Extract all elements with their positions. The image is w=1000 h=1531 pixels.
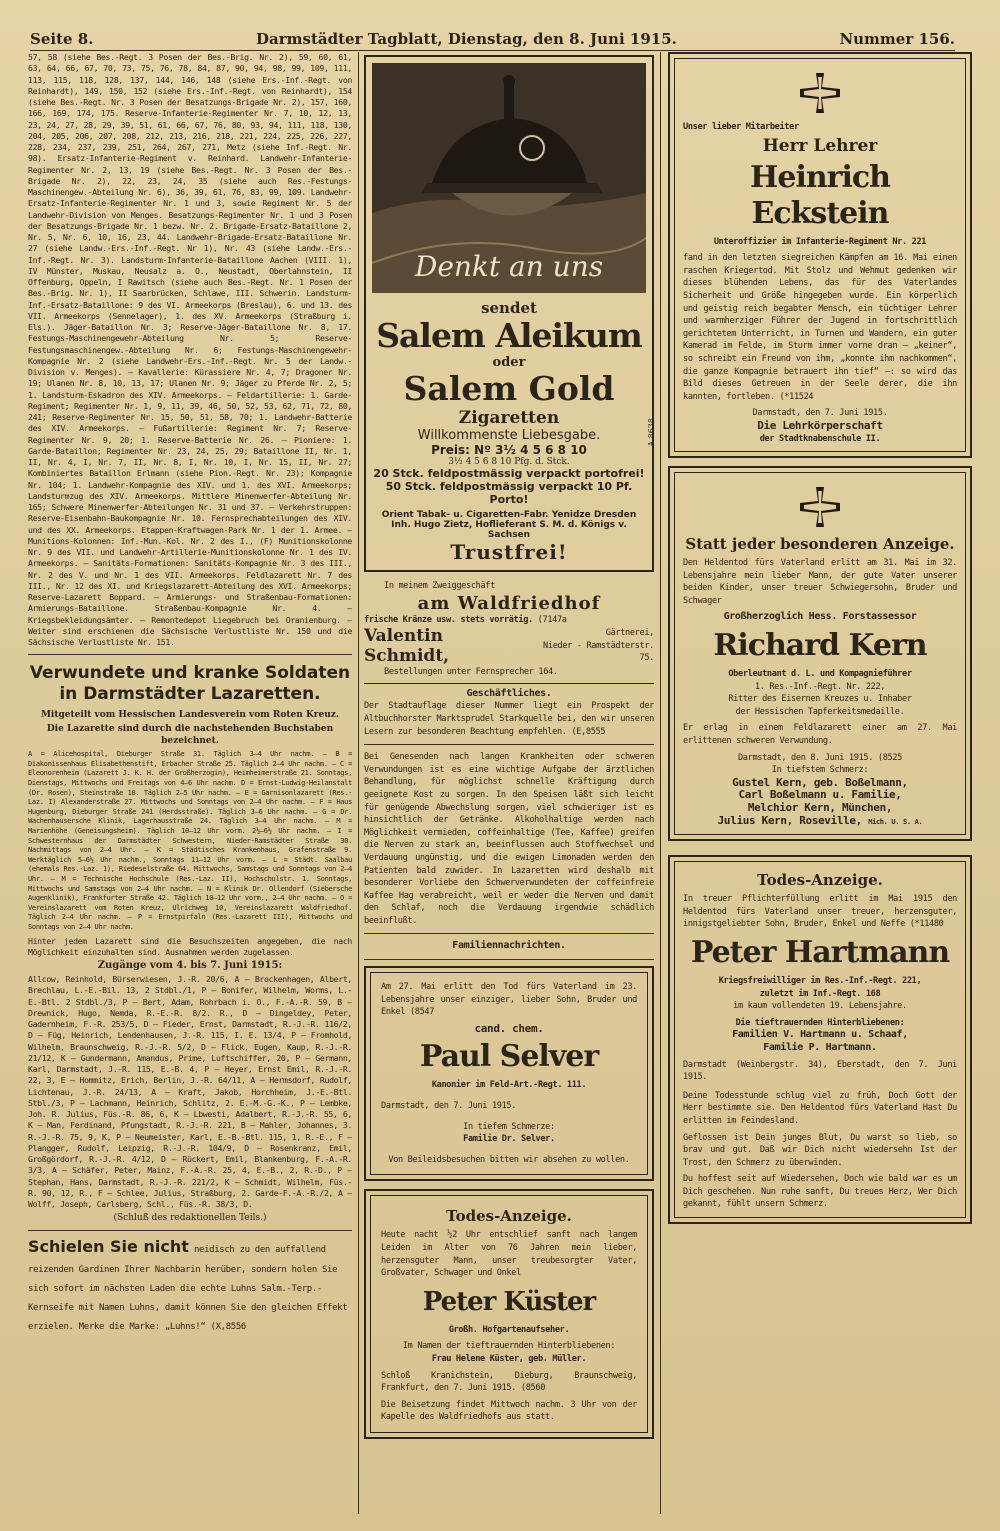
kuester-name: Peter Küster xyxy=(422,1286,596,1317)
eckstein-sig1: Die Lehrkörperschaft xyxy=(757,418,883,432)
ad-50-stck: 50 Stck. feldpostmässig verpackt 10 Pf. Porto! xyxy=(385,480,633,506)
lazarett-subheading: Mitgeteilt vom Hessischen Landesverein vom Roten Kreuz. xyxy=(40,710,340,721)
brand-salem-gold: Salem Gold xyxy=(403,369,615,408)
hartmann-ref: (*11480 xyxy=(909,919,944,930)
ad-addr: Nieder - Ramstädterstr. 75. xyxy=(543,640,654,664)
luhns-ad xyxy=(28,1237,352,1333)
ad-firm: Orient Tabak- u. Cigaretten-Fabr. Yenidze Dresden xyxy=(381,510,637,520)
ad-price: Preis: Nº 3½ 4 5 6 8 10 xyxy=(431,443,587,457)
editorial-end-note: (Schluß des redaktionellen Teils.) xyxy=(113,1213,267,1224)
ad-kraenze-ref: (7147a xyxy=(537,614,567,625)
kern-place-text: Darmstadt, den 8. Juni 1915. xyxy=(737,752,874,763)
hartmann-text xyxy=(683,893,957,931)
arrivals-list: Allcow, Reinhold, Bürserwiesen, J.-R. 20/6, A — Brockenhagen, Albert, Brechlau, L.-E.-Bil. 13, 2 Stdbl./1, P — Bonifer, Wilhelm, Worms, L.-E.-Btl. 2 Stdbl./3, P — Bert, Adam, Rohrbach i. O., F.-A.-R. 59, B — Drewnick, Hugo, Nemda, R.-E.-R. 8/2. R., D — Dingeldey, Peter, Gadernheim, F.-R. 253/5, D — Fieder, Ernst, Darmstadt, R.-J.-R. 116/2, D — Füg, Heinrich, Lendenhausen, J.-R. 115, I. E. 13/4, P — Fromhold, Wilhelm, Braunschweig, R.-J.-R. 5/2, D — Flick, Eugen, Kaup, R.-J.-R. 21/12, K — Gundermann, Amandus, Prime, Luftschiffer, 20, P — Germann, Karl, Darmstadt, J.-R. 115, E.-B. 4, P — Heyer, Ernst Emil, R.-J.-R. 22, 3, E — Hommitz, Erich, Berlin, J.-R. 64/11, A — Hermsdorf, Rudolf, Lichtenau, J.-R. 24/13, A — Kraft, Jakob, Horchheim, J.-E.-Btl. Stbl./3, P — Lachmann, Heinrich, Schlitz, 2. E.-M.-G.-K., P — Lembke, Joh. R. Julius, Füs.-R. 86, 6, K — Lbwesti, Adalbert, R.-J.-R. 55, 6, K — Man, Ferdinand, Pfungstadt, R.-J.-R. 221, B — Mahler, Johannes, 3. R.-J.-R. 75, 9, K, P — Neumeister, Karl, E.-B.-Btl. 115, 1, R.-E., F — Plangger, Rudolf, Leipzig, R.-J.-R. 104/9, D — Rosenkranz, Emil, Großgördorf, R.-J.-R. 4/12, D — Rückert, Emil, Blankenburg, F.-A.-R. 3/3, A — Schäfer, Peter, Mainz, F.-A.-R. 25, 4, E.-B., 2, R.-D., P — Stephan, Hans, Darmstadt, R.-J.-R. 221/2, K — Schmidt, Wilhelm, Füs.-R. 90, 12, R., F — Schlee, Julius, Straßburg, 2. Garde-F.-A.-R./2, A — Wolff, Joseph, Carlsberg, Schl., Füs.-R. 38/3, D. xyxy=(28,974,352,1210)
kern-rank1: Oberleutnant d. L. und Kompagnieführer xyxy=(728,669,912,680)
death-notice-hartmann-inner xyxy=(674,861,966,1218)
masthead-date: Darmstädter Tagblatt, Dienstag, den 8. Juni 1915. xyxy=(256,30,677,48)
kuester-ref: (8560 xyxy=(520,1383,546,1394)
hartmann-rank1: Kriegsfreiwilliger im Res.-Inf.-Regt. 221, xyxy=(718,975,922,986)
kern-title: Großherzoglich Hess. Forstassessor xyxy=(723,611,917,623)
eckstein-ref: (*11524 xyxy=(779,391,814,402)
right-column xyxy=(668,52,972,1512)
lazarett-legend: A = Alicehospital, Dieburger Straße 31. Täglich 3—4 Uhr nachm. — B = Diakonissenhaus Elisabethenstift, Erbacher Straße 25. Täglich 2—4 Uhr nachm. — C = Eleonorenheim (Lazarett J. K. H. der Großherzogin), Heimheimerstraße 21. Sonntags, Dienstags, Mittwochs und Freitags von 4—6 Uhr nachm. D = Ernst-Ludwig-Heilanstalt (Dr. Rosen), Steinstraße 18. Täglich 2—5 Uhr nachm. — E = Garnisonlazarett (Res.-Laz. I) Alexanderstraße 27. Mittwochs und Sonntags von 2—4 Uhr nachm. — F = Haus Hugenburg, Dieburger Straße 241 (Herdsstraße). Täglich 3—6 Uhr nachm. — G = Dr. Wachenhausersche Klinik, Lagerhausstraße 24. Täglich 3—4 Uhr nachm. — M = Marienhöhe (Geneisungsheim). Täglich 10—12 Uhr vorm. 2½—6½ Uhr nachm. — I = Schwesternhaus der Darmstädter Schwestern, Nieder-Ramstädter Straße 30. Nachmittags von 2—4 Uhr. — K = Städtisches Krankenhaus, Grafenstraße 9. Werktäglich 5—6½ Uhr nachm., Sonntags 11—12 Uhr vorm. — L = Städt. Saalbau (ehemals Res.-Laz. 1), Riedeselstraße 64. Mittwochs, Samstags und Sonntags von 2—4 Uhr. — M = Technische Hochschule (Res.-Laz. II), Hochschulstr. 1. Sonntags, Mittwochs und Samstags von 2—4 Uhr nachm. — N = Klinik Dr. Ollendorf (Siebersche Augenklinik), Frankfurter Straße 42. Täglich 10—12 Uhr vorm., 2—4 Uhr nachm. — O = Vereinslazarett vom Roten Kreuz, Ulrichweg 10, Vereinslazarett Waldfriedhof. Täglich 2—4 Uhr nachm. — P = Ernstpirfaln (Res.-Lazarett III), Mittwochs und Sonntags von 2—4 Uhr nachm. xyxy=(28,750,352,931)
eckstein-rank: Unteroffizier im Infanterie-Regiment Nr. 221 xyxy=(713,236,927,247)
iron-cross-icon xyxy=(798,71,842,115)
luhns-ad-heading: Schielen Sie nicht xyxy=(28,1237,189,1257)
ad-waldfriedhof-kraenze xyxy=(364,614,654,627)
kern-died: Er erlag in einem Feldlazarett einer am 27. Mai erlittenen schweren Verwundung. xyxy=(683,723,957,747)
hartmann-fam1: Familien V. Hartmann u. Schaaf, xyxy=(732,1029,908,1041)
death-notice-hartmann xyxy=(668,855,972,1224)
ad-oder: oder xyxy=(492,355,526,370)
divider xyxy=(364,933,654,934)
selver-name: Paul Selver xyxy=(419,1039,599,1075)
kern-head: Statt jeder besonderen Anzeige. xyxy=(685,535,955,554)
kuester-place-text: Schloß Kranichstein, Dieburg, Braunschweig, Frankfurt, den 7. Juni 1915. xyxy=(381,1370,637,1394)
hartmann-poem3: Du hoffest seit auf Wiedersehen, Doch wie bald war es um Dich geschehen. Nun ruhe sanft, Du treues Herz, Wer Dich gekannt, fühlt unsern Schmerz. xyxy=(683,1174,957,1210)
eckstein-name: Heinrich Eckstein xyxy=(750,159,890,231)
eckstein-place: Darmstadt, den 7. Juni 1915. xyxy=(752,408,888,419)
divider xyxy=(364,744,654,745)
kuester-place xyxy=(381,1370,637,1395)
kern-n1: Gustel Kern, geb. Boßelmann, xyxy=(732,775,908,789)
hartmann-name: Peter Hartmann xyxy=(690,934,950,970)
salem-cigarette-ad xyxy=(364,55,654,572)
luhns-ad-text: neidisch zu den auffallend reizenden Gardinen Ihrer Nachbarin herüber, sondern holen Sie sich sofort im nächsten Laden die echte Luhns Salm.-Terp.-Kernseife mit Namen Luhns, damit können Sie den gleichen Effekt erzielen. Merke die Marke: „Luhns!“ xyxy=(28,1245,348,1333)
kern-rank4: der Hessischen Tapferkeitsmedaille. xyxy=(735,706,905,717)
death-notice-selver-inner xyxy=(370,972,648,1175)
geschaeftliches-p2: Bei Genesenden nach langen Krankheiten oder schweren Verwundungen ist es eine wichtige Aufgabe der ärztlichen Behandlung, für möglichst schnelle Kräftigung durch geeignete Kost zu sorgen. In den Speisen läßt sich leicht für genügende Abwechslung sorgen, viel schwieriger ist es hinsichtlich der Getränke. Alkoholhaltige werden nach Möglichkeit vermieden, coffeinhaltige (Tee, Kaffee) greifen die Nerven zu stark an, beeinflussen auch Stoffwechsel und Verdauung ungünstig, und die ewigen Limonaden werden den Patienten bald zuwider. In Lazaretten wird deshalb mit besonderer Vorliebe den Schwerverwundeten der coffeinfreie Kaffee Hag verabreicht, weil er weder die Nerven und damit den Schlaf, noch die Verdauung irgendwie schädlich beeinflußt. xyxy=(364,752,654,926)
eckstein-intro: Unser lieber Mitarbeiter xyxy=(683,122,799,132)
ad-waldfriedhof-intro: In meinem Zweiggeschäft xyxy=(384,581,495,591)
selver-ref: (8547 xyxy=(409,1007,435,1018)
hartmann-place: Darmstadt (Weinbergstr. 34), Eberstadt, den 7. Juni 1915. xyxy=(683,1059,957,1083)
kuester-head: Todes-Anzeige. xyxy=(446,1207,572,1226)
ad-sendet: sendet xyxy=(481,299,537,317)
lazarett-subheading-2: Die Lazarette sind durch die nachstehenden Buchstaben bezeichnet. xyxy=(46,724,334,747)
kuester-mourn: Im Namen der tieftrauernden Hinterbliebenen: xyxy=(402,1341,616,1352)
hartmann-poem2: Geflossen ist Dein junges Blut, Du warst so lieb, so brav und gut. Daß wir Dich nicht wiedersehn Ist der Trost, den Schmerz zu überwinden. xyxy=(683,1132,957,1168)
geschaeftliches-p1-text: Der Stadtauflage dieser Nummer liegt ein Prospekt der Altbuchhorster Marktsprudel Starkquelle bei, den wir unseren Lesern zur besonderen Beachtung empfehlen. xyxy=(364,701,654,737)
ad-willkommen: Willkommenste Liebesgabe. xyxy=(417,428,601,443)
ad-shop-address xyxy=(528,627,654,665)
column-divider xyxy=(660,52,661,1514)
ad-trustfrei: Trustfrei! xyxy=(450,540,568,564)
selver-text xyxy=(381,981,637,1019)
poster-slogan: Denkt an uns xyxy=(414,250,604,283)
selver-rank: Kanonier im Feld-Art.-Regt. 111. xyxy=(431,1080,587,1091)
page-header xyxy=(30,28,955,51)
kern-rank2: 1. Res.-Inf.-Regt. Nr. 222, xyxy=(754,681,886,692)
visiting-note: Hinter jedem Lazarett sind die Besuchszeiten angegeben, die nach Möglichkeit einzuhalten sind. Ausnahmen werden zugelassen. xyxy=(28,935,352,957)
kern-mourn: In tiefstem Schmerz: xyxy=(771,765,869,776)
kern-n2: Carl Boßelmann u. Familie, xyxy=(738,788,902,802)
ad-price-per-piece: 3½ 4 5 6 8 10 Pfg. d. Stck. xyxy=(448,457,570,467)
kuester-burial: Die Beisetzung findet Mittwoch nachm. 3 Uhr von der Kapelle des Waldfriedhofs aus statt. xyxy=(381,1399,637,1423)
divider xyxy=(28,1230,352,1231)
eckstein-sig2: der Stadtknabenschule II. xyxy=(759,433,881,444)
casualty-list-text: 57, 58 (siehe Bes.-Regt. 3 Posen der Bes.-Brig. Nr. 2), 59, 60, 61, 63, 64, 66, 67, 70, 73, 75, 76, 78, 84, 87, 90, 94, 98, 99, 109, 111, 113, 115, 118, 128, 137, 144, 146, 148 (siehe Ers.-Inf.-Regt. von Reinhardt), 149, 150, 152 (siehe Ers.-Inf.-Regt. von Reinhardt), 154 (siehe Bes.-Regt. Nr. 3 Posen der Besatzungs-Brigade Nr. 2), 157, 160, 166, 169, 174, 175. Reserve-Infanterie-Regimenter Nr. 7, 10, 12, 13, 23, 24, 27, 28, 29, 39, 51, 61, 66, 67, 76, 80, 93, 94, 111, 118, 130, 204, 205, 206, 207, 208, 212, 213, 216, 218, 221, 224, 225, 226, 227, 228, 234, 237, 239, 251, 264, 267, 271, Metz (siehe Inf.-Regt. Nr. 98). Ersatz-Infanterie-Regiment v. Reinhard. Landwehr-Infanterie-Regimenter Nr. 2, 13, 19 (siehe Bes.-Regt. Nr. 3 Posen der Bes.-Brigade Nr. 2), 22, 23, 24, 35 (siehe auch Res.-Festungs-Maschinengew.-Abteilung Nr. 6), 36, 39, 61, 76, 83, 99, 109. Landwehr-Ersatz-Infanterie-Regimenter Nr. 1 und 3, sowie Regiment Nr. 5 der Landwehr-Division von Menges. Besatzungs-Regimenter Nr. 1 und 3 Posen der Besatzungs-Brigade Nr. 1 bezw. Nr. 2. Brigade-Ersatz-Bataillone 2, Nr. 5, Nr. 6, 10, 16, 23, 44. Landwehr-Brigade-Ersatz-Bataillone Nr. 27 (siehe Landw.-Ers.-Inf.-Regt. Nr 1), Nr. 43 (siehe Landw.-Ers.-Inf.-Regt. Nr. 3). Landsturm-Infanterie-Bataillone Aachen (VIII. 1), IV Münster, Muskau, Neusalz a. O., Neustadt, Oberlahnstein, II Offenburg, Oppeln, I Rawitsch (siehe auch Bes.-Regt. Nr. 1 Posen der Bes.-Brig. Nr. 1), II Saarbrücken, Schlawe, III. Schwerin. Landsturm-Inf.-Ersatz-Bataillone: 9 des VI. Armeekorps (Breslau), 6. und 13. des VII. Armeekorps (Sennelager), 1. des XV. Armeekorps (Straßburg i. Els.). Jäger-Bataillon Nr. 3; Reserve-Jäger-Bataillone Nr. 8, 17. Festungs-Maschinengewehr-Abteilung Nr. 5; Reserve-Festungsmaschinengew.-Abteilung Nr. 6; Festungs-Maschinengewehr-Kompagnie Nr. 2 (siehe Landwehr-Ers.-Inf.-Regt. Nr. 5 der Landw.-Division v. Menges). — Kavallerie: Kürassiere Nr. 4, 7; Dragoner Nr. 19; Ulanen Nr. 8, 10, 13, 17; Ulanen Nr. 9; Jäger zu Pferde Nr. 2, 5; 1. Landsturm-Eskadron des XIV. Armeekorps. — Feldartillerie: 1. Garde-Regiment; Regimenter Nr. 1, 9, 11, 39, 46, 50, 52, 53, 62, 71, 72, 80, 241; Reserve-Regimenter Nr. 15, 50, 51, 58, 70; 1. Landwehr-Batterie des XIV. Armeekorps. — Fußartillerie: Regiment Nr. 7; Reserve-Regimenter Nr. 9, 20; 1. Reserve-Batterie Nr. 26. — Pioniere: 1. Garde-Bataillon; Regimenter Nr. 23, 24, 25, 29; Bataillone II, Nr. 1, II, Nr. 4, I, Nr. 7, II, Nr. 8, I, Nr. 10, I, Nr. 15, II, Nr. 27; Kombiniertes Bataillon Erlmann (siehe Pion.-Regt. Nr. 23); Kompagnie Nr. 104; 1. Landwehr-Kompagnie des XIV. und 1. des XVI. Armeekorps; Landsturmzug des XIV. Armeekorps. Mittlere Minenwerfer-Abteilung Nr. 165; Schwere Minenwerfer-Abteilungen Nr. 31 und 37. — Verkehrstruppen: Reserve-Eisenbahn-Baukompagnie Nr. 10. Fernsprechabteilungen des XIV. und des XX. Armeekorps. Etappen-Kraftwagen-Park Nr. 1 der 1. Armee. — Munitions-Kolonnen: Inf.-Mun.-Kol. Nr. 2 des I., (F) Munitionskolonne Nr. 9 des VII. und Landwehr-Artillerie-Munitionskolonne Nr. 1 des IV. Armeekorps. — Sanitäts-Formationen: Sanitäts-Kompagnie Nr. 3 des III., Nr. 2 des V. und Nr. 1 des VII. Armeekorps. Feldlazarett Nr. 7 des III., Nr. 12 des XI. und Kriegslazarett-Abteilung des XVI. Armeekorps; Reserve-Lazarett Boppard. — Armierungs- und Straßenbau-Formationen: Armierungs-Bataillone. Straßenbau-Kompagnie Nr. 4. — Kriegsbekleidungsämter. — Remontedepot Liegebruch bei Oranienburg. — Weiter sind erschienen die Sächsische Verlustliste Nr. 150 und die Sächsische Verlustliste Nr. 151. xyxy=(28,52,352,647)
middle-column xyxy=(364,52,654,1512)
ad-phone: Bestellungen unter Fernsprecher 164. xyxy=(384,667,558,678)
ad-shop: Gärtnerei, xyxy=(605,628,654,639)
kuester-widow: Frau Helene Küster, geb. Müller. xyxy=(431,1353,587,1364)
soldier-helmet-illustration xyxy=(372,63,646,293)
ad-waldfriedhof-title: am Waldfriedhof xyxy=(417,592,601,614)
kern-text: Den Heldentod fürs Vaterland erlitt am 31. Mai im 32. Lebensjahre mein lieber Mann, der gute Vater unserer beiden Kinder, unser treuer Schwiegersohn, Bruder und Schwager xyxy=(683,558,957,606)
hartmann-rank2: zuletzt im Inf.-Regt. 168 xyxy=(759,988,881,999)
ad-owner: Inh. Hugo Zietz, Hoflieferant S. M. d. Königs v. Sachsen xyxy=(391,520,627,540)
arrivals-heading: Zugänge vom 4. bis 7. Juni 1915: xyxy=(97,960,283,972)
death-notice-eckstein-inner xyxy=(674,58,966,452)
kern-n4b: Mich. U. S. A. xyxy=(868,817,923,826)
left-column xyxy=(28,52,352,1512)
geschaeftliches-section xyxy=(364,688,654,928)
eckstein-title: Herr Lehrer xyxy=(762,135,878,156)
hartmann-poem1: Deine Todesstunde schlug viel zu früh, Doch Gott der Herr bestimmte sie. Den Heldentod fürs Vaterland Hast Du erlitten im Feindesland. xyxy=(683,1090,957,1126)
luhns-ad-ref: (X,8556 xyxy=(210,1322,246,1333)
death-notice-kern-inner xyxy=(674,472,966,835)
kuester-title: Großh. Hofgartenaufseher. xyxy=(448,1324,570,1335)
death-notice-eckstein xyxy=(668,52,972,458)
waldfriedhof-ad xyxy=(364,580,654,684)
ad-kraenze-text: frische Kränze usw. stets vorrätig. xyxy=(364,614,533,625)
hartmann-head: Todes-Anzeige. xyxy=(757,871,883,890)
lazarett-heading: Verwundete und kranke Soldaten in Darmstädter Lazaretten. xyxy=(29,663,351,705)
ad-side-reference: A.8638 xyxy=(647,418,656,447)
kern-rank3: Ritter des Eisernen Kreuzes u. Inhaber xyxy=(728,694,912,705)
hartmann-body: In treuer Pflichterfüllung erlitt im Mai 1915 den Heldentod fürs Vaterland unser treuer, herzensguter, innigstgeliebter Sohn, Bruder, Enkel und Neffe xyxy=(683,894,957,930)
divider xyxy=(28,654,352,655)
geschaeftliches-p1 xyxy=(364,700,654,738)
selver-mourn: In tiefem Schmerze: xyxy=(463,1121,555,1132)
eckstein-text xyxy=(683,252,957,403)
geschaeftliches-heading: Geschäftliches. xyxy=(466,687,552,699)
kern-n3: Melchior Kern, München, xyxy=(747,801,893,814)
divider xyxy=(364,959,654,960)
death-notice-kuester xyxy=(364,1189,654,1439)
kern-place xyxy=(683,752,957,765)
hartmann-fam2: Familie P. Hartmann. xyxy=(763,1041,877,1053)
death-notice-selver xyxy=(364,966,654,1181)
selver-intro: Am 27. Mai erlitt den Tod fürs Vaterland im 23. Lebensjahre unser einziger, lieber Sohn, Bruder und Enkel xyxy=(381,982,637,1018)
eckstein-body: fand in den letzten siegreichen Kämpfen am 16. Mai einen raschen Kriegertod. Mit Stolz und Wehmut gedenken wir dieses blühenden Lebens, das für des Vaterlandes Sicherheit und Größe hingegeben wurde. Ein körperlich und geistig reich begabter Mensch, ein tüchtiger Lehrer und warmherziger Führer der Jugend in fortschrittlich gerichtetem Unterricht, in Turnen und Wandern, ein guter Kamerad im Felde, im Sturm immer vorne dran — „keiner“, so schreibt ein Freund von ihm, „konnte ihm nachkommen“, die ganze Kompagnie betrauert ihn tief“ —: so wird das Bild dieses Getreuen in der Seele derer, die ihn kannten, fortleben. xyxy=(683,253,957,402)
iron-cross-icon xyxy=(798,485,842,529)
kern-name: Richard Kern xyxy=(713,628,927,664)
kern-n4-row xyxy=(683,815,957,829)
ad-20-stck: 20 Stck. feldpostmässig verpackt portofrei! xyxy=(373,467,645,480)
geschaeftliches-p1-ref: (E,8555 xyxy=(571,726,606,737)
death-notice-kern xyxy=(668,466,972,841)
kern-ref: (8525 xyxy=(877,752,903,763)
kern-n4: Julius Kern, Roseville, xyxy=(717,813,862,827)
page-number: Seite 8. xyxy=(30,30,94,48)
issue-number: Nummer 156. xyxy=(839,30,955,48)
column-divider xyxy=(358,52,359,1514)
ad-valentin-schmidt: Valentin Schmidt, xyxy=(364,626,450,667)
familiennachrichten-heading: Familiennachrichten. xyxy=(452,940,566,952)
selver-family: Familie Dr. Selver. xyxy=(463,1134,555,1145)
brand-salem-aleikum: Salem Aleikum xyxy=(376,316,642,355)
hartmann-age: im kaum vollendeten 19. Lebensjahre. xyxy=(733,1001,907,1012)
selver-note: Von Beileidsbesuchen bitten wir absehen zu wollen. xyxy=(388,1154,630,1165)
kuester-text: Heute nacht ½2 Uhr entschlief sanft nach langem Leiden im Alter von 76 Jahren mein lieber, herzensguter Mann, unser treubesorgter Vater, Großvater, Schwager und Onkel xyxy=(381,1230,637,1279)
death-notice-kuester-inner xyxy=(370,1195,648,1433)
hartmann-mourn: Die tieftrauernden Hinterbliebenen: xyxy=(735,1017,905,1028)
ad-zigaretten: Zigaretten xyxy=(458,408,560,428)
selver-title: cand. chem. xyxy=(474,1021,544,1035)
ad-waldfriedhof-namerow xyxy=(364,626,654,666)
selver-place: Darmstadt, den 7. Juni 1915. xyxy=(381,1101,517,1112)
